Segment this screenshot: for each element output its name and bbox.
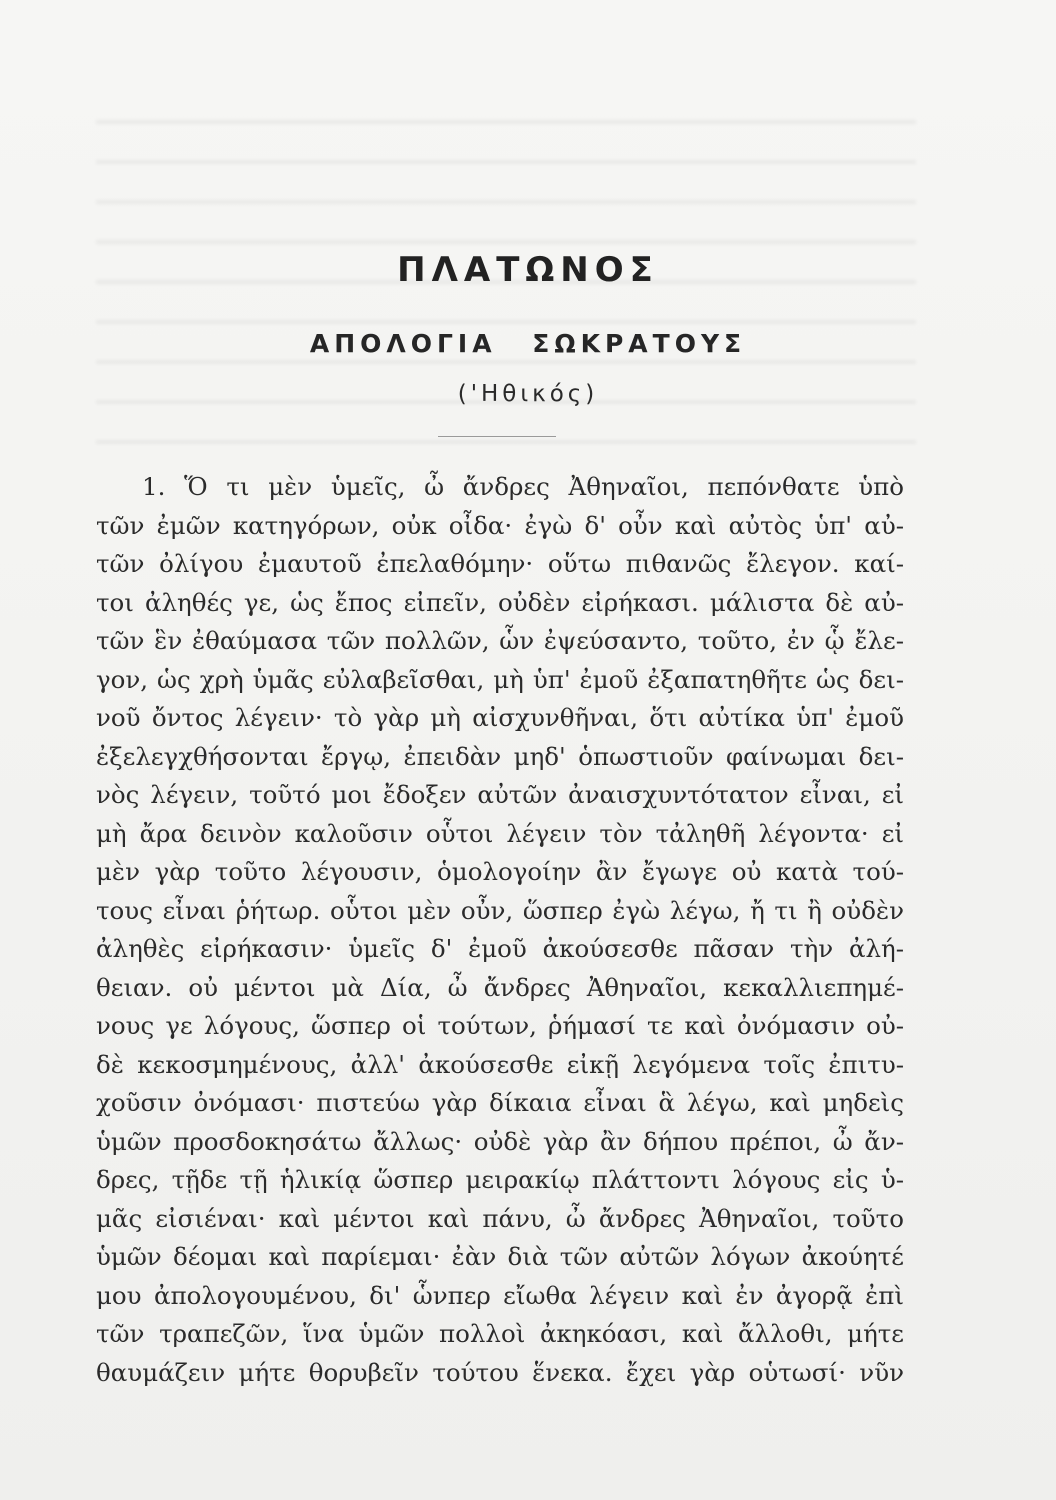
text-line: νὸς λέγειν, τοῦτό μοι ἔδοξεν αὐτῶν ἀναισχυντότατον εἶναι, εἰ <box>96 780 904 809</box>
text-line: δρες, τῇδε τῇ ἡλικίᾳ ὥσπερ μειρακίῳ πλάττοντι λόγους εἰς ὑ- <box>96 1165 904 1194</box>
text-line: ἀληθὲς εἰρήκασιν· ὑμεῖς δ' ἐμοῦ ἀκούσεσθε πᾶσαν τὴν ἀλή- <box>96 934 904 963</box>
text-line: δὲ κεκοσμημένους, ἀλλ' ἀκούσεσθε εἰκῇ λεγόμενα τοῖς ἐπιτυ- <box>96 1049 904 1079</box>
text-line: νοῦ ὄντος λέγειν· τὸ γὰρ μὴ αἰσχυνθῆναι, ὅτι αὐτίκα ὑπ' ἐμοῦ <box>96 703 904 732</box>
title-divider <box>438 436 556 437</box>
text-line: χοῦσιν ὀνόμασι· πιστεύω γὰρ δίκαια εἶναι ἃ λέγω, καὶ μηδεὶς <box>96 1088 904 1117</box>
text-line: 1. Ὅ τι μὲν ὑμεῖς, ὦ ἄνδρες Ἀθηναῖοι, πεπόνθατε ὑπὸ <box>142 472 904 501</box>
text-line: θειαν. οὐ μέντοι μὰ Δία, ὦ ἄνδρες Ἀθηναῖοι, κεκαλλιεπημέ- <box>96 972 904 1002</box>
text-line: τοι ἀληθές γε, ὡς ἔπος εἰπεῖν, οὐδὲν εἰρήκασι. μάλιστα δὲ αὐ- <box>96 587 904 617</box>
text-line: μᾶς εἰσιέναι· καὶ μέντοι καὶ πάνυ, ὦ ἄνδρες Ἀθηναῖοι, τοῦτο <box>96 1203 904 1233</box>
text-line: θαυμάζειν μήτε θορυβεῖν τούτου ἕνεκα. ἔχει γὰρ οὑτωσί· νῦν <box>96 1357 904 1387</box>
text-line: τῶν τραπεζῶν, ἵνα ὑμῶν πολλοὶ ἀκηκόασι, καὶ ἄλλοθι, μήτε <box>96 1319 904 1348</box>
text-line: τῶν ἐμῶν κατηγόρων, οὐκ οἶδα· ἐγὼ δ' οὖν καὶ αὐτὸς ὑπ' αὐ- <box>96 510 904 540</box>
text-line: μου ἀπολογουμένου, δι' ὧνπερ εἴωθα λέγειν καὶ ἐν ἀγορᾷ ἐπὶ <box>96 1280 904 1310</box>
text-line: ὑμῶν προσδοκησάτω ἄλλως· οὐδὲ γὰρ ἂν δήπου πρέποι, ὦ ἄν- <box>96 1126 904 1156</box>
text-line: ὑμῶν δέομαι καὶ παρίεμαι· ἐὰν διὰ τῶν αὐτῶν λόγων ἀκούητέ <box>96 1242 904 1271</box>
text-line: τῶν ἓν ἐθαύμασα τῶν πολλῶν, ὧν ἐψεύσαντο, τοῦτο, ἐν ᾧ ἔλε- <box>96 626 904 655</box>
text-line: τους εἶναι ῥήτωρ. οὗτοι μὲν οὖν, ὥσπερ ἐγὼ λέγω, ἤ τι ἢ οὐδὲν <box>96 895 904 925</box>
author-title: ΠΛΑΤΩΝΟΣ <box>397 250 659 290</box>
genre-label: ('Ηθικός) <box>457 381 599 407</box>
text-line: μὴ ἄρα δεινὸν καλοῦσιν οὗτοι λέγειν τὸν τἀληθῆ λέγοντα· εἰ <box>96 818 904 848</box>
text-line: γον, ὡς χρὴ ὑμᾶς εὐλαβεῖσθαι, μὴ ὑπ' ἐμοῦ ἐξαπατηθῆτε ὡς δει- <box>96 664 904 694</box>
text-line: τῶν ὀλίγου ἐμαυτοῦ ἐπελαθόμην· οὕτω πιθανῶς ἔλεγον. καί- <box>96 549 904 578</box>
text-line: μὲν γὰρ τοῦτο λέγουσιν, ὁμολογοίην ἂν ἔγωγε οὐ κατὰ τού- <box>96 857 904 886</box>
text-line: ἐξελεγχθήσονται ἔργῳ, ἐπειδὰν μηδ' ὁπωστιοῦν φαίνωμαι δει- <box>96 741 904 771</box>
work-title: ΑΠΟΛΟΓΙΑ ΣΩΚΡΑΤΟΥΣ <box>309 329 747 358</box>
text-line: νους γε λόγους, ὥσπερ οἱ τούτων, ῥήμασί τε καὶ ὀνόμασιν οὐ- <box>96 1011 904 1040</box>
body-text <box>96 468 904 1392</box>
